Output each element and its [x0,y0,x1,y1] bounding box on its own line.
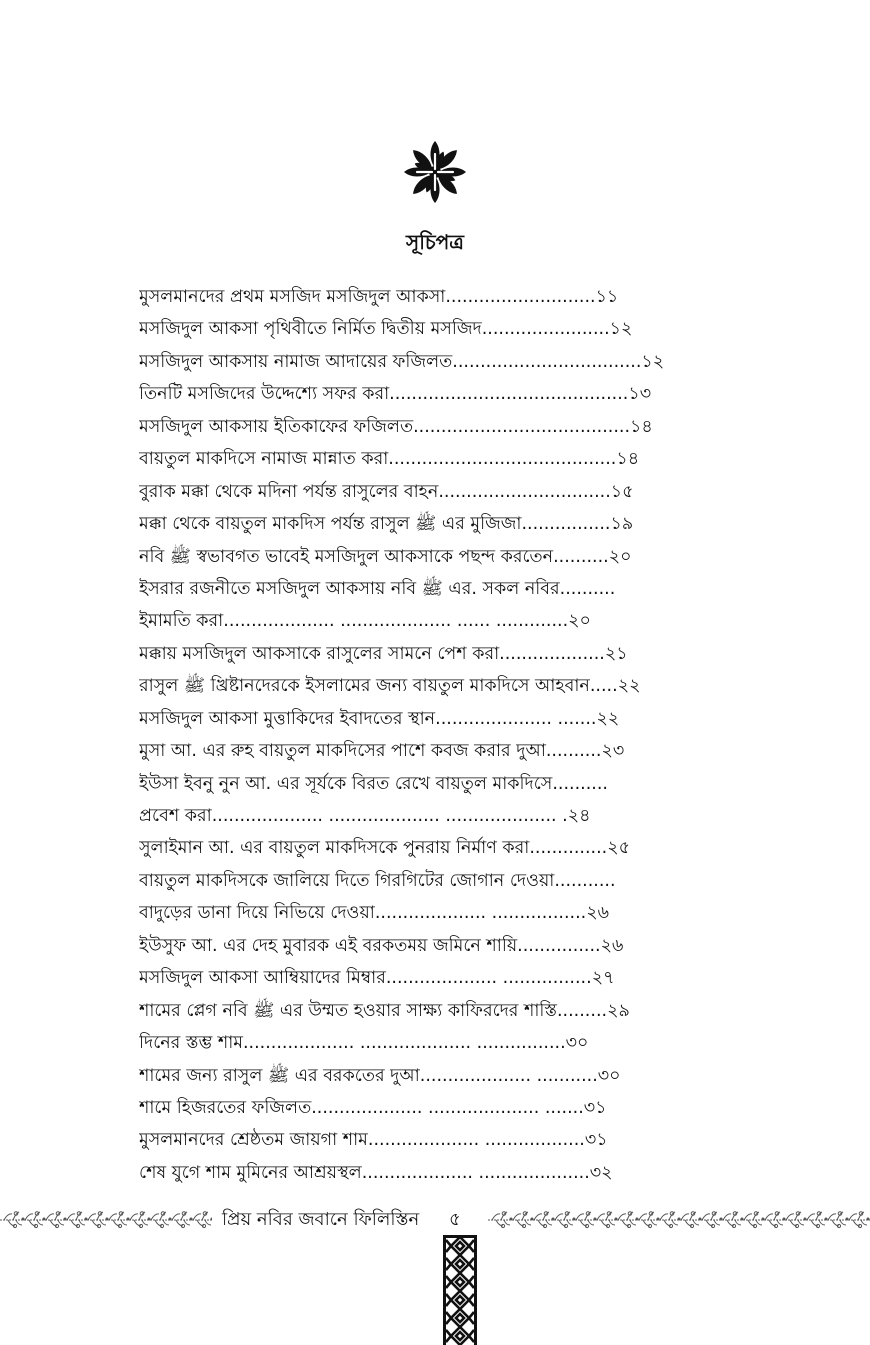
toc-entry-page: ১২ [609,319,633,340]
toc-entry-title: ইসরার রজনীতে মসজিদুল আকসায় নবি ﷺ এর. সকল নবির.......... [139,578,616,599]
toc-entry [139,1060,715,1092]
vine-border-right-icon [488,1210,870,1230]
toc-entry [139,1124,715,1156]
toc-entry-title: বুরাক মক্কা থেকে মদিনা পর্যন্ত রাসুলের বাহন............................... [139,481,611,502]
running-head: প্রিয় নবির জবানে ফিলিস্তিন [222,1209,420,1230]
toc-entry-page: ৩১ [583,1097,607,1118]
toc-entry-title: মসজিদুল আকসায় নামাজ আদায়ের ফজিলত.................................. [139,351,642,372]
page-footer [0,1206,870,1234]
table-of-contents [139,281,715,1189]
toc-entry-page: ২১ [604,643,628,664]
toc-entry-title: শেষ যুগে শাম মুমিনের আশ্রয়স্থল.................... .................... [139,1162,590,1183]
toc-entry-page: ২৯ [607,1000,630,1021]
toc-entry-title: শামে হিজরতের ফজিলত.................... .................... ....... [139,1097,584,1118]
toc-entry-page: ২০ [608,546,632,567]
vine-border-left-icon [0,1210,212,1230]
toc-entry-title: বাদুড়ের ডানা দিয়ে নিভিয়ে দেওয়া.................... ................. [139,903,587,924]
toc-entry [139,605,715,637]
toc-entry [139,508,715,540]
toc-entry [139,411,715,443]
toc-entry-page: ৩০ [565,1033,589,1054]
flower-ornament-icon [403,140,467,204]
toc-entry [139,443,715,475]
toc-entry-page: ২৪ [567,806,591,826]
toc-entry [139,897,715,929]
toc-entry-title: মসজিদুল আকসা মুত্তাকিদের ইবাদতের স্থান..................... ....... [139,708,597,729]
toc-entry-title: ইউসুফ আ. এর দেহ মুবারক এই বরকতময় জমিনে শায়ি............... [139,935,601,956]
toc-entry-title: মসজিদুল আকসায় ইতিকাফের ফজিলত....................................... [139,416,631,437]
toc-entry-title: রাসুল ﷺ খ্রিষ্টানদেরকে ইসলামের জন্য বায়তুল মাকদিসে আহবান..... [139,676,618,697]
toc-entry-page: ২০ [568,611,591,632]
toc-entry-page: ৩১ [584,1130,608,1151]
page-number: ৫ [449,1209,461,1230]
toc-entry [139,1092,715,1124]
toc-entry-page: ১৪ [630,416,653,437]
toc-entry-page: ১৪ [616,449,640,470]
toc-entry [139,735,715,767]
toc-entry [139,281,715,313]
toc-entry [139,800,715,832]
toc-title: সূচিপত্র [406,230,464,254]
toc-entry [139,541,715,573]
toc-entry-page: ১৫ [610,481,634,502]
toc-entry-title: বায়তুল মাকদিসে নামাজ মান্নাত করা......................................... [139,449,617,470]
toc-entry-page: ১১ [595,287,619,307]
toc-entry-title: ইউসা ইবনু নুন আ. এর সূর্যকে বিরত রেখে বায়তুল মাকদিসে.......... [139,773,608,794]
toc-entry-page: ১৯ [610,514,634,535]
toc-entry [139,573,715,605]
toc-entry [139,832,715,864]
toc-entry-title: দিনের স্তম্ভ শাম.................... .................... ................ [139,1033,566,1054]
toc-entry-page: ১৩ [628,384,652,405]
toc-entry [139,476,715,508]
toc-entry-page: ২৩ [601,741,625,762]
toc-entry [139,995,715,1027]
toc-entry [139,865,715,897]
toc-entry-title: শামের প্লেগ নবি ﷺ এর উম্মত হওয়ার সাক্ষ্য কাফিরদের শাস্তি......... [139,1000,608,1021]
toc-entry-title: ইমামতি করা.................... .................... ...... ............. [139,611,569,632]
toc-entry-title: মুসলমানদের প্রথম মসজিদ মসজিদুল আকসা........................... [139,287,596,307]
toc-entry [139,703,715,735]
toc-entry [139,930,715,962]
toc-entry [139,313,715,345]
toc-entry-title: বায়তুল মাকদিসকে জালিয়ে দিতে গিরগিটের জোগান দেওয়া........... [139,870,616,891]
toc-entry [139,346,715,378]
toc-entry-page: ১২ [641,351,665,372]
toc-entry-title: তিনটি মসজিদের উদ্দেশ্যে সফর করা........................................... [139,384,629,405]
toc-entry-page: ৩২ [589,1162,613,1183]
toc-entry [139,1027,715,1059]
toc-entry [139,768,715,800]
toc-entry-title: প্রবেশ করা.................... .................... .................... . [139,806,568,826]
toc-entry-title: সুলাইমান আ. এর বায়তুল মাকদিসকে পুনরায় নির্মাণ করা.............. [139,838,608,859]
toc-entry-title: মুসলমানদের শ্রেষ্ঠতম জায়গা শাম.................... .................. [139,1130,585,1151]
toc-entry-title: মক্কায় মসজিদুল আকসাকে রাসুলের সামনে পেশ করা................... [139,643,605,664]
toc-entry-page: ২৭ [591,968,615,989]
toc-entry-page: ২২ [596,708,620,729]
toc-entry [139,962,715,994]
toc-entry-title: শামের জন্য রাসুল ﷺ এর বরকতের দুআ.................... ........... [139,1065,598,1086]
toc-entry-title: মসজিদুল আকসা আম্বিয়াদের মিম্বার.................... ................ [139,968,592,989]
toc-entry-page: ২৫ [607,838,630,859]
toc-entry [139,1157,715,1189]
toc-entry-title: মসজিদুল আকসা পৃথিবীতে নির্মিত দ্বিতীয় মসজিদ....................... [139,319,610,340]
toc-entry-page: ৩০ [597,1065,621,1086]
toc-entry-title: মুসা আ. এর রুহ বায়তুল মাকদিসের পাশে কবজ করার দুআ.......... [139,741,602,762]
toc-entry [139,378,715,410]
diamond-pattern-band-icon [443,1235,477,1345]
toc-entry [139,638,715,670]
toc-entry-title: মক্কা থেকে বায়তুল মাকদিস পর্যন্ত রাসুল ﷺ এর মুজিজা................ [139,514,611,535]
toc-entry-page: ২৬ [586,903,609,924]
toc-entry-title: নবি ﷺ স্বভাবগত ভাবেই মসজিদুল আকসাকে পছন্দ করতেন.......... [139,546,609,567]
toc-entry-page: ২২ [617,676,641,697]
toc-entry [139,670,715,702]
toc-entry-page: ২৬ [600,935,624,956]
